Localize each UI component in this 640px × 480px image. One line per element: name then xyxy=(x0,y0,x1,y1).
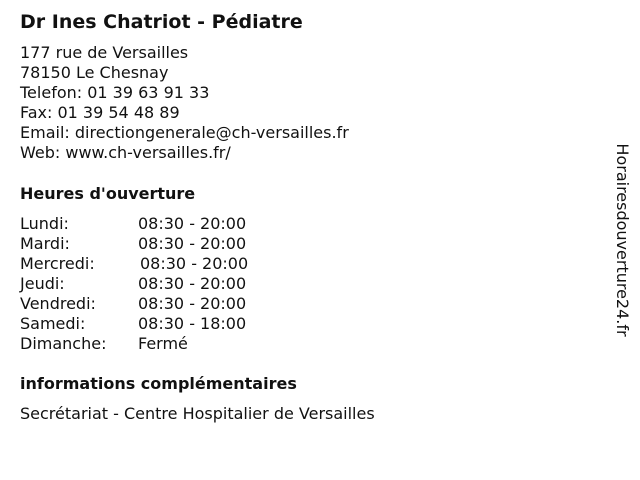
day-label: Mardi: xyxy=(20,234,70,253)
time-range: 08:30 - 18:00 xyxy=(138,314,247,333)
info-heading: informations complémentaires xyxy=(20,374,297,393)
hours-heading: Heures d'ouverture xyxy=(20,184,196,203)
contact-block xyxy=(20,43,349,163)
site-watermark: Horairesdouverture24.fr xyxy=(613,143,632,337)
time-range: 08:30 - 20:00 xyxy=(140,254,249,273)
info-text: Secrétariat - Centre Hospitalier de Versailles xyxy=(20,404,375,423)
phone-number: Telefon: 01 39 63 91 33 xyxy=(20,83,210,102)
day-label: Lundi: xyxy=(20,214,69,233)
day-label: Jeudi: xyxy=(20,274,65,293)
time-range: 08:30 - 20:00 xyxy=(138,274,247,293)
fax-number: Fax: 01 39 54 48 89 xyxy=(20,103,180,122)
page-title: Dr Ines Chatriot - Pédiatre xyxy=(20,11,303,33)
website: Web: www.ch-versailles.fr/ xyxy=(20,143,231,162)
day-label: Vendredi: xyxy=(20,294,96,313)
time-range: 08:30 - 20:00 xyxy=(138,234,247,253)
time-range: 08:30 - 20:00 xyxy=(138,294,247,313)
email-address: Email: directiongenerale@ch-versailles.fr xyxy=(20,123,349,142)
day-label: Dimanche: xyxy=(20,334,107,353)
time-range: 08:30 - 20:00 xyxy=(138,214,247,233)
time-range: Fermé xyxy=(138,334,188,353)
day-label: Mercredi: xyxy=(20,254,95,273)
day-label: Samedi: xyxy=(20,314,86,333)
address-street: 177 rue de Versailles xyxy=(20,43,189,62)
address-city: 78150 Le Chesnay xyxy=(20,63,169,82)
